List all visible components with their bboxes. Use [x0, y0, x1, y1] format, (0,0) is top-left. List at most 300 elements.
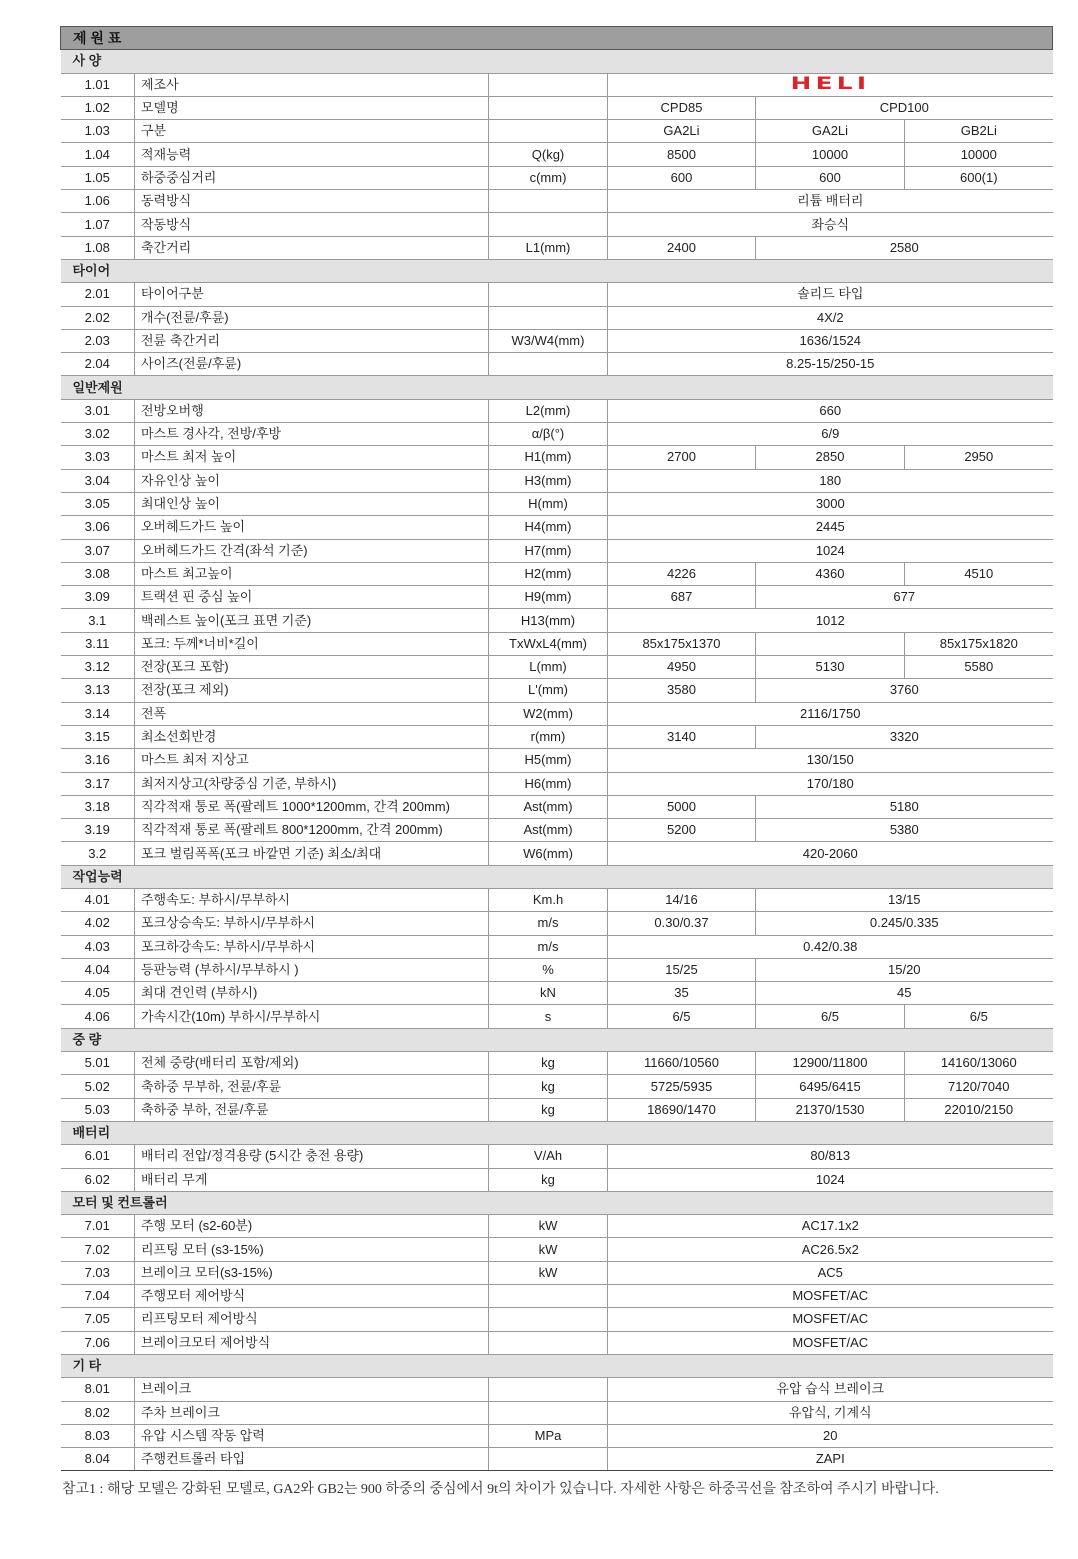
spec-number: 7.06 [61, 1331, 135, 1354]
spec-row [61, 819, 1053, 842]
spec-row [61, 469, 1053, 492]
spec-number: 3.12 [61, 656, 135, 679]
spec-name: 리프팅 모터 (s3-15%) [135, 1238, 489, 1261]
spec-unit [489, 213, 608, 236]
spec-unit: H1(mm) [489, 446, 608, 469]
spec-unit: kW [489, 1238, 608, 1261]
spec-name: 주차 브레이크 [135, 1401, 489, 1424]
spec-unit [489, 1331, 608, 1354]
spec-value: 12900/11800 [756, 1052, 905, 1075]
section-title: 작업능력 [61, 865, 1053, 888]
spec-name: 최저지상고(차량중심 기준, 부하시) [135, 772, 489, 795]
spec-value: 좌승식 [608, 213, 1053, 236]
spec-unit: % [489, 958, 608, 981]
spec-unit: kW [489, 1261, 608, 1284]
spec-row [61, 446, 1053, 469]
spec-number: 1.07 [61, 213, 135, 236]
spec-row [61, 1424, 1053, 1447]
spec-number: 1.08 [61, 236, 135, 259]
spec-row [61, 1261, 1053, 1284]
spec-value: 10000 [756, 143, 905, 166]
section-header-row [61, 1121, 1053, 1144]
spec-value: 유압 습식 브레이크 [608, 1378, 1053, 1401]
spec-row [61, 1075, 1053, 1098]
spec-unit: kg [489, 1052, 608, 1075]
section-title: 타이어 [61, 259, 1053, 282]
spec-name: 포크상승속도: 부하시/무부하시 [135, 912, 489, 935]
spec-value: 3140 [608, 725, 756, 748]
spec-name: 유압 시스템 작동 압력 [135, 1424, 489, 1447]
spec-number: 4.01 [61, 888, 135, 911]
spec-unit: H6(mm) [489, 772, 608, 795]
spec-name: 리프팅모터 제어방식 [135, 1308, 489, 1331]
spec-unit: L1(mm) [489, 236, 608, 259]
spec-name: 전륜 축간거리 [135, 329, 489, 352]
spec-value: 4360 [756, 562, 905, 585]
spec-value: 3320 [756, 725, 1053, 748]
spec-value: CPD100 [756, 96, 1053, 119]
spec-value: 5200 [608, 819, 756, 842]
spec-value: 80/813 [608, 1145, 1053, 1168]
spec-value: 3760 [756, 679, 1053, 702]
spec-value: 6495/6415 [756, 1075, 905, 1098]
spec-value: 6/5 [905, 1005, 1053, 1028]
section-header-row [61, 259, 1053, 282]
spec-number: 3.06 [61, 516, 135, 539]
spec-value: 4950 [608, 656, 756, 679]
spec-row [61, 679, 1053, 702]
section-title: 기 타 [61, 1354, 1053, 1377]
heli-logo: HELI [790, 73, 871, 94]
spec-value: 14160/13060 [905, 1052, 1053, 1075]
spec-number: 5.02 [61, 1075, 135, 1098]
spec-row [61, 353, 1053, 376]
spec-unit: H(mm) [489, 492, 608, 515]
spec-name: 자유인상 높이 [135, 469, 489, 492]
spec-value: 10000 [905, 143, 1053, 166]
spec-name: 배터리 무게 [135, 1168, 489, 1191]
spec-number: 8.03 [61, 1424, 135, 1447]
spec-unit [489, 1448, 608, 1471]
spec-value: 5000 [608, 795, 756, 818]
spec-name: 동력방식 [135, 190, 489, 213]
spec-unit: L2(mm) [489, 399, 608, 422]
spec-value: 18690/1470 [608, 1098, 756, 1121]
spec-value: 170/180 [608, 772, 1053, 795]
section-title: 사 양 [61, 50, 1053, 73]
spec-value: GA2Li [608, 120, 756, 143]
spec-value: MOSFET/AC [608, 1285, 1053, 1308]
spec-name: 포크하강속도: 부하시/무부하시 [135, 935, 489, 958]
spec-row [61, 399, 1053, 422]
spec-row [61, 982, 1053, 1005]
spec-value: 2445 [608, 516, 1053, 539]
spec-number: 1.06 [61, 190, 135, 213]
spec-number: 3.07 [61, 539, 135, 562]
spec-row [61, 656, 1053, 679]
spec-unit: Km.h [489, 888, 608, 911]
spec-number: 7.01 [61, 1215, 135, 1238]
spec-value: 20 [608, 1424, 1053, 1447]
spec-row [61, 1215, 1053, 1238]
spec-value: AC26.5x2 [608, 1238, 1053, 1261]
spec-unit [489, 73, 608, 96]
spec-name: 최소선회반경 [135, 725, 489, 748]
spec-value: 2700 [608, 446, 756, 469]
spec-row [61, 749, 1053, 772]
spec-value: 6/9 [608, 423, 1053, 446]
spec-row [61, 329, 1053, 352]
spec-name: 브레이크 [135, 1378, 489, 1401]
spec-value: 솔리드 타입 [608, 283, 1053, 306]
spec-name: 축하중 부하, 전륜/후륜 [135, 1098, 489, 1121]
spec-unit: Q(kg) [489, 143, 608, 166]
spec-value: 5180 [756, 795, 1053, 818]
spec-value: 2950 [905, 446, 1053, 469]
spec-row [61, 1145, 1053, 1168]
spec-value: 0.245/0.335 [756, 912, 1053, 935]
spec-name: 배터리 전압/정격용량 (5시간 충전 용량) [135, 1145, 489, 1168]
spec-unit [489, 1401, 608, 1424]
spec-value: 8500 [608, 143, 756, 166]
spec-name: 직각적재 통로 폭(팔레트 1000*1200mm, 간격 200mm) [135, 795, 489, 818]
spec-number: 6.02 [61, 1168, 135, 1191]
spec-name: 브레이크 모터(s3-15%) [135, 1261, 489, 1284]
spec-row [61, 935, 1053, 958]
spec-row [61, 143, 1053, 166]
section-header-row [61, 376, 1053, 399]
spec-row [61, 73, 1053, 96]
spec-row [61, 1238, 1053, 1261]
spec-row [61, 1052, 1053, 1075]
spec-number: 3.19 [61, 819, 135, 842]
section-title: 일반제원 [61, 376, 1053, 399]
spec-unit: Ast(mm) [489, 795, 608, 818]
spec-number: 4.02 [61, 912, 135, 935]
spec-value: 677 [756, 586, 1053, 609]
spec-unit: m/s [489, 935, 608, 958]
spec-unit [489, 1285, 608, 1308]
spec-name: 타이어구분 [135, 283, 489, 306]
spec-unit: c(mm) [489, 166, 608, 189]
spec-row [61, 423, 1053, 446]
spec-value: 3000 [608, 492, 1053, 515]
spec-value: CPD85 [608, 96, 756, 119]
spec-number: 8.02 [61, 1401, 135, 1424]
spec-name: 오버헤드가드 간격(좌석 기준) [135, 539, 489, 562]
spec-table [60, 26, 1053, 1471]
section-header-row [61, 1028, 1053, 1051]
spec-name: 주행 모터 (s2-60분) [135, 1215, 489, 1238]
spec-number: 5.03 [61, 1098, 135, 1121]
spec-number: 2.02 [61, 306, 135, 329]
spec-value: 3580 [608, 679, 756, 702]
spec-value: 5725/5935 [608, 1075, 756, 1098]
spec-number: 2.04 [61, 353, 135, 376]
spec-value: 15/20 [756, 958, 1053, 981]
spec-value: 21370/1530 [756, 1098, 905, 1121]
spec-row [61, 888, 1053, 911]
spec-unit: kW [489, 1215, 608, 1238]
title-row [61, 27, 1053, 50]
spec-unit: α/β(°) [489, 423, 608, 446]
spec-value: 4X/2 [608, 306, 1053, 329]
spec-row [61, 1401, 1053, 1424]
spec-number: 3.03 [61, 446, 135, 469]
spec-name: 포크: 두께*너비*길이 [135, 632, 489, 655]
spec-table-body [61, 27, 1053, 1471]
spec-name: 등판능력 (부하시/무부하시 ) [135, 958, 489, 981]
spec-unit [489, 1308, 608, 1331]
spec-unit: kg [489, 1098, 608, 1121]
spec-row [61, 1285, 1053, 1308]
spec-unit: H9(mm) [489, 586, 608, 609]
spec-row [61, 1308, 1053, 1331]
spec-number: 3.1 [61, 609, 135, 632]
spec-number: 3.11 [61, 632, 135, 655]
spec-number: 3.02 [61, 423, 135, 446]
spec-row [61, 516, 1053, 539]
spec-value: 15/25 [608, 958, 756, 981]
spec-name: 적재능력 [135, 143, 489, 166]
section-header-row [61, 865, 1053, 888]
spec-name: 마스트 최고높이 [135, 562, 489, 585]
spec-unit: s [489, 1005, 608, 1028]
spec-unit [489, 120, 608, 143]
spec-number: 7.05 [61, 1308, 135, 1331]
spec-row [61, 702, 1053, 725]
spec-unit: H2(mm) [489, 562, 608, 585]
section-header-row [61, 1191, 1053, 1214]
spec-unit: H4(mm) [489, 516, 608, 539]
spec-name: 오버헤드가드 높이 [135, 516, 489, 539]
spec-unit: H7(mm) [489, 539, 608, 562]
spec-row [61, 958, 1053, 981]
spec-unit: H13(mm) [489, 609, 608, 632]
spec-name: 최대인상 높이 [135, 492, 489, 515]
spec-name: 하중중심거리 [135, 166, 489, 189]
spec-number: 4.06 [61, 1005, 135, 1028]
spec-row [61, 1005, 1053, 1028]
spec-number: 3.01 [61, 399, 135, 422]
manufacturer-logo-cell [608, 73, 1053, 96]
spec-row [61, 1378, 1053, 1401]
spec-value: 1012 [608, 609, 1053, 632]
spec-name: 축하중 무부하, 전륜/후륜 [135, 1075, 489, 1098]
spec-unit: W2(mm) [489, 702, 608, 725]
spec-number: 7.02 [61, 1238, 135, 1261]
spec-number: 1.04 [61, 143, 135, 166]
spec-unit: V/Ah [489, 1145, 608, 1168]
spec-row [61, 772, 1053, 795]
spec-value: ZAPI [608, 1448, 1053, 1471]
spec-value: 2400 [608, 236, 756, 259]
spec-row [61, 586, 1053, 609]
spec-value: 600 [608, 166, 756, 189]
spec-number: 3.16 [61, 749, 135, 772]
spec-number: 3.08 [61, 562, 135, 585]
spec-value: GB2Li [905, 120, 1053, 143]
spec-value: 0.42/0.38 [608, 935, 1053, 958]
section-title: 배터리 [61, 1121, 1053, 1144]
spec-row [61, 96, 1053, 119]
spec-value: 600(1) [905, 166, 1053, 189]
spec-value: MOSFET/AC [608, 1331, 1053, 1354]
spec-number: 3.05 [61, 492, 135, 515]
spec-number: 6.01 [61, 1145, 135, 1168]
spec-unit [489, 1378, 608, 1401]
spec-value: 리튬 배터리 [608, 190, 1053, 213]
spec-name: 주행모터 제어방식 [135, 1285, 489, 1308]
spec-value: 2850 [756, 446, 905, 469]
spec-unit [489, 283, 608, 306]
spec-row [61, 1168, 1053, 1191]
spec-number: 3.15 [61, 725, 135, 748]
spec-name: 제조사 [135, 73, 489, 96]
spec-name: 트랙션 핀 중심 높이 [135, 586, 489, 609]
spec-number: 2.03 [61, 329, 135, 352]
spec-value [756, 632, 905, 655]
spec-unit: W3/W4(mm) [489, 329, 608, 352]
spec-row [61, 213, 1053, 236]
spec-value: 1636/1524 [608, 329, 1053, 352]
spec-value: 85x175x1820 [905, 632, 1053, 655]
spec-row [61, 492, 1053, 515]
spec-number: 4.04 [61, 958, 135, 981]
spec-unit: kN [489, 982, 608, 1005]
spec-name: 마스트 최저 높이 [135, 446, 489, 469]
spec-value: AC17.1x2 [608, 1215, 1053, 1238]
spec-number: 4.03 [61, 935, 135, 958]
spec-unit [489, 190, 608, 213]
spec-number: 3.18 [61, 795, 135, 818]
spec-number: 8.01 [61, 1378, 135, 1401]
spec-name: 백레스트 높이(포크 표면 기준) [135, 609, 489, 632]
spec-unit: m/s [489, 912, 608, 935]
spec-unit: TxWxL4(mm) [489, 632, 608, 655]
spec-name: 마스트 경사각, 전방/후방 [135, 423, 489, 446]
spec-name: 전장(포크 제외) [135, 679, 489, 702]
page-title: 제 원 표 [61, 27, 1053, 50]
spec-row [61, 236, 1053, 259]
section-header-row [61, 1354, 1053, 1377]
spec-value: 4226 [608, 562, 756, 585]
spec-name: 최대 견인력 (부하시) [135, 982, 489, 1005]
spec-unit: r(mm) [489, 725, 608, 748]
spec-row [61, 795, 1053, 818]
spec-number: 1.03 [61, 120, 135, 143]
spec-number: 1.01 [61, 73, 135, 96]
spec-value: 14/16 [608, 888, 756, 911]
spec-unit [489, 96, 608, 119]
spec-value: 180 [608, 469, 1053, 492]
section-header-row [61, 50, 1053, 73]
spec-name: 축간거리 [135, 236, 489, 259]
spec-value: GA2Li [756, 120, 905, 143]
spec-unit: W6(mm) [489, 842, 608, 865]
section-title: 중 량 [61, 1028, 1053, 1051]
spec-number: 1.02 [61, 96, 135, 119]
spec-number: 3.2 [61, 842, 135, 865]
spec-row [61, 306, 1053, 329]
spec-row [61, 609, 1053, 632]
spec-name: 전장(포크 포함) [135, 656, 489, 679]
spec-number: 7.03 [61, 1261, 135, 1284]
spec-name: 전방오버행 [135, 399, 489, 422]
spec-value: 유압식, 기계식 [608, 1401, 1053, 1424]
spec-row [61, 1331, 1053, 1354]
spec-row [61, 120, 1053, 143]
spec-number: 3.14 [61, 702, 135, 725]
spec-row [61, 190, 1053, 213]
spec-unit: kg [489, 1168, 608, 1191]
section-title: 모터 및 컨트롤러 [61, 1191, 1053, 1214]
spec-name: 주행속도: 부하시/무부하시 [135, 888, 489, 911]
spec-value: 8.25-15/250-15 [608, 353, 1053, 376]
spec-name: 주행컨트롤러 타입 [135, 1448, 489, 1471]
spec-value: 85x175x1370 [608, 632, 756, 655]
spec-number: 4.05 [61, 982, 135, 1005]
spec-value: 5580 [905, 656, 1053, 679]
spec-value: 420-2060 [608, 842, 1053, 865]
spec-number: 7.04 [61, 1285, 135, 1308]
spec-value: 13/15 [756, 888, 1053, 911]
spec-row [61, 632, 1053, 655]
spec-value: 687 [608, 586, 756, 609]
spec-row [61, 912, 1053, 935]
spec-unit [489, 306, 608, 329]
spec-value: 22010/2150 [905, 1098, 1053, 1121]
spec-value: 6/5 [756, 1005, 905, 1028]
spec-value: 1024 [608, 1168, 1053, 1191]
footnote: 참고1 : 해당 모델은 강화된 모델로, GA2와 GB2는 900 하중의 중심에서 9t의 차이가 있습니다. 자세한 사항은 하중곡선을 참조하여 주시기 바랍니다. [62, 1482, 939, 1497]
spec-number: 3.04 [61, 469, 135, 492]
spec-value: 6/5 [608, 1005, 756, 1028]
spec-value: AC5 [608, 1261, 1053, 1284]
spec-number: 3.09 [61, 586, 135, 609]
spec-value: 45 [756, 982, 1053, 1005]
spec-value: 35 [608, 982, 756, 1005]
spec-row [61, 725, 1053, 748]
spec-row [61, 166, 1053, 189]
spec-row [61, 539, 1053, 562]
spec-unit: L(mm) [489, 656, 608, 679]
spec-unit: H5(mm) [489, 749, 608, 772]
spec-name: 포크 벌림폭폭(포크 바깥면 기준) 최소/최대 [135, 842, 489, 865]
spec-row [61, 1448, 1053, 1471]
spec-name: 작동방식 [135, 213, 489, 236]
spec-number: 8.04 [61, 1448, 135, 1471]
spec-name: 구분 [135, 120, 489, 143]
spec-name: 가속시간(10m) 부하시/무부하시 [135, 1005, 489, 1028]
spec-name: 전폭 [135, 702, 489, 725]
spec-unit: Ast(mm) [489, 819, 608, 842]
spec-row [61, 283, 1053, 306]
spec-value: 2116/1750 [608, 702, 1053, 725]
spec-value: 5380 [756, 819, 1053, 842]
spec-name: 전체 중량(배터리 포함/제외) [135, 1052, 489, 1075]
spec-value: 130/150 [608, 749, 1053, 772]
spec-name: 브레이크모터 제어방식 [135, 1331, 489, 1354]
spec-value: 2580 [756, 236, 1053, 259]
spec-value: 11660/10560 [608, 1052, 756, 1075]
spec-name: 마스트 최저 지상고 [135, 749, 489, 772]
spec-value: 7120/7040 [905, 1075, 1053, 1098]
spec-number: 3.17 [61, 772, 135, 795]
spec-number: 3.13 [61, 679, 135, 702]
spec-value: 600 [756, 166, 905, 189]
spec-value: 1024 [608, 539, 1053, 562]
